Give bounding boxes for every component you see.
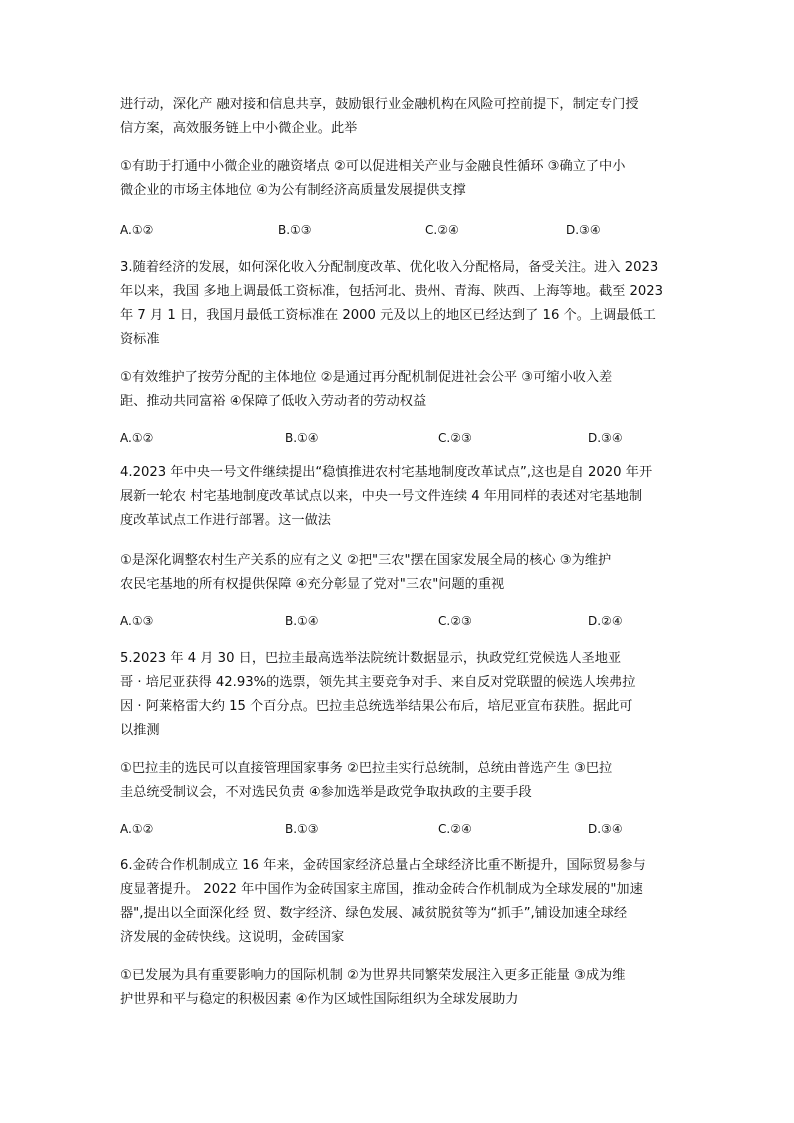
question-5-choice-line: 圭总统受制议会，不对选民负责 ④参加选举是政党争取执政的主要手段: [120, 785, 532, 800]
option-a[interactable]: A.①②: [120, 223, 154, 237]
option-c[interactable]: C.②④: [438, 822, 472, 836]
question-5-choice-line: ①巴拉圭的选民可以直接管理国家事务 ②巴拉圭实行总统制，总统由普选产生 ③巴拉: [120, 761, 613, 776]
question-3-stem-line: 年以来，我国 多地上调最低工资标准，包括河北、贵州、青海、陕西、上海等地。截至 2023: [120, 284, 664, 299]
question-4-choice-line: 农民宅基地的所有权提供保障 ④充分彰显了党对"三农"问题的重视: [120, 577, 505, 592]
question-4-stem-line: 度改革试点工作进行部署。这一做法: [120, 513, 331, 528]
intro-stem-line: 信方案，高效服务链上中小微企业。此举: [120, 121, 358, 136]
question-3-choice-line: 距、推动共同富裕 ④保障了低收入劳动者的劳动权益: [120, 394, 427, 409]
option-a[interactable]: A.①②: [120, 822, 154, 836]
question-4-stem-line: 4.2023 年中央一号文件继续提出“稳慎推进农村宅基地制度改革试点”,这也是自 2020 年开: [120, 465, 653, 480]
intro-choice-line: 微企业的市场主体地位 ④为公有制经济高质量发展提供支撑: [120, 183, 466, 198]
intro-choice-line: ①有助于打通中小微企业的融资堵点 ②可以促进相关产业与金融良性循环 ③确立了中小: [120, 159, 626, 174]
option-b[interactable]: B.①③: [278, 223, 312, 237]
question-6-stem-line: 器",提出以全面深化经 贸、数字经济、绿色发展、减贫脱贫等为“抓手”,铺设加速全球经: [120, 906, 628, 921]
question-6-stem-line: 济发展的金砖快线。这说明，金砖国家: [120, 930, 345, 945]
question-3-stem: [120, 256, 676, 352]
question-5-options: [120, 819, 676, 839]
option-d[interactable]: D.③④: [588, 822, 623, 836]
question-6-choice-line: 护世界和平与稳定的积极因素 ④作为区域性国际组织为全球发展助力: [120, 992, 519, 1007]
question-3-stem-line: 3.随着经济的发展，如何深化收入分配制度改革、优化收入分配格局，备受关注。进入 2023: [120, 260, 659, 275]
option-b[interactable]: B.①④: [285, 431, 319, 445]
option-d[interactable]: D.③④: [566, 223, 601, 237]
question-3-choices: [120, 366, 676, 414]
intro-options: [120, 220, 676, 240]
question-6-choice-line: ①已发展为具有重要影响力的国际机制 ②为世界共同繁荣发展注入更多正能量 ③成为维: [120, 968, 626, 983]
question-6-stem: [120, 854, 676, 950]
question-4-choices: [120, 549, 676, 597]
question-5-stem-line: 因 · 阿莱格雷大约 15 个百分点。巴拉圭总统选举结果公布后，培尼亚宣布获胜。据此可: [120, 699, 633, 714]
question-6-choices: [120, 964, 676, 1012]
question-4-choice-line: ①是深化调整农村生产关系的应有之义 ②把"三农"摆在国家发展全局的核心 ③为维护: [120, 553, 612, 568]
option-b[interactable]: B.①③: [285, 822, 319, 836]
question-3-choice-line: ①有效维护了按劳分配的主体地位 ②是通过再分配机制促进社会公平 ③可缩小收入差: [120, 370, 613, 385]
intro-choices: [120, 155, 676, 203]
option-c[interactable]: C.②③: [438, 614, 472, 628]
question-6-stem-line: 6.金砖合作机制成立 16 年来，金砖国家经济总量占全球经济比重不断提升，国际贸易参与: [120, 858, 646, 873]
option-c[interactable]: C.②④: [425, 223, 459, 237]
option-a[interactable]: A.①③: [120, 614, 154, 628]
option-d[interactable]: D.③④: [588, 431, 623, 445]
question-5-stem-line: 哥 · 培尼亚获得 42.93%的选票，领先其主要竞争对手、来自反对党联盟的候选人埃弗拉: [120, 675, 636, 690]
intro-stem-line: 进行动，深化产 融对接和信息共享，鼓励银行业金融机构在风险可控前提下，制定专门授: [120, 97, 639, 112]
option-c[interactable]: C.②③: [438, 431, 472, 445]
question-5-stem-line: 以推测: [120, 723, 160, 738]
question-6-stem-line: 度显著提升。 2022 年中国作为金砖国家主席国，推动金砖合作机制成为全球发展的"加速: [120, 882, 643, 897]
option-a[interactable]: A.①②: [120, 431, 154, 445]
question-4-stem-line: 展新一轮农 村宅基地制度改革试点以来，中央一号文件连续 4 年用同样的表述对宅基地制: [120, 489, 643, 504]
question-3-stem-line: 资标准: [120, 332, 160, 347]
question-5-stem: [120, 647, 676, 743]
intro-stem: [120, 93, 676, 141]
option-b[interactable]: B.①④: [285, 614, 319, 628]
question-3-options: [120, 428, 676, 448]
question-3-stem-line: 年 7 月 1 日，我国月最低工资标准在 2000 元及以上的地区已经达到了 16 个。上调最低工: [120, 308, 656, 323]
question-4-stem: [120, 461, 676, 533]
question-5-choices: [120, 757, 676, 805]
question-4-options: [120, 611, 676, 631]
question-5-stem-line: 5.2023 年 4 月 30 日，巴拉圭最高选举法院统计数据显示，执政党红党候选人圣地亚: [120, 651, 622, 666]
option-d[interactable]: D.②④: [588, 614, 623, 628]
